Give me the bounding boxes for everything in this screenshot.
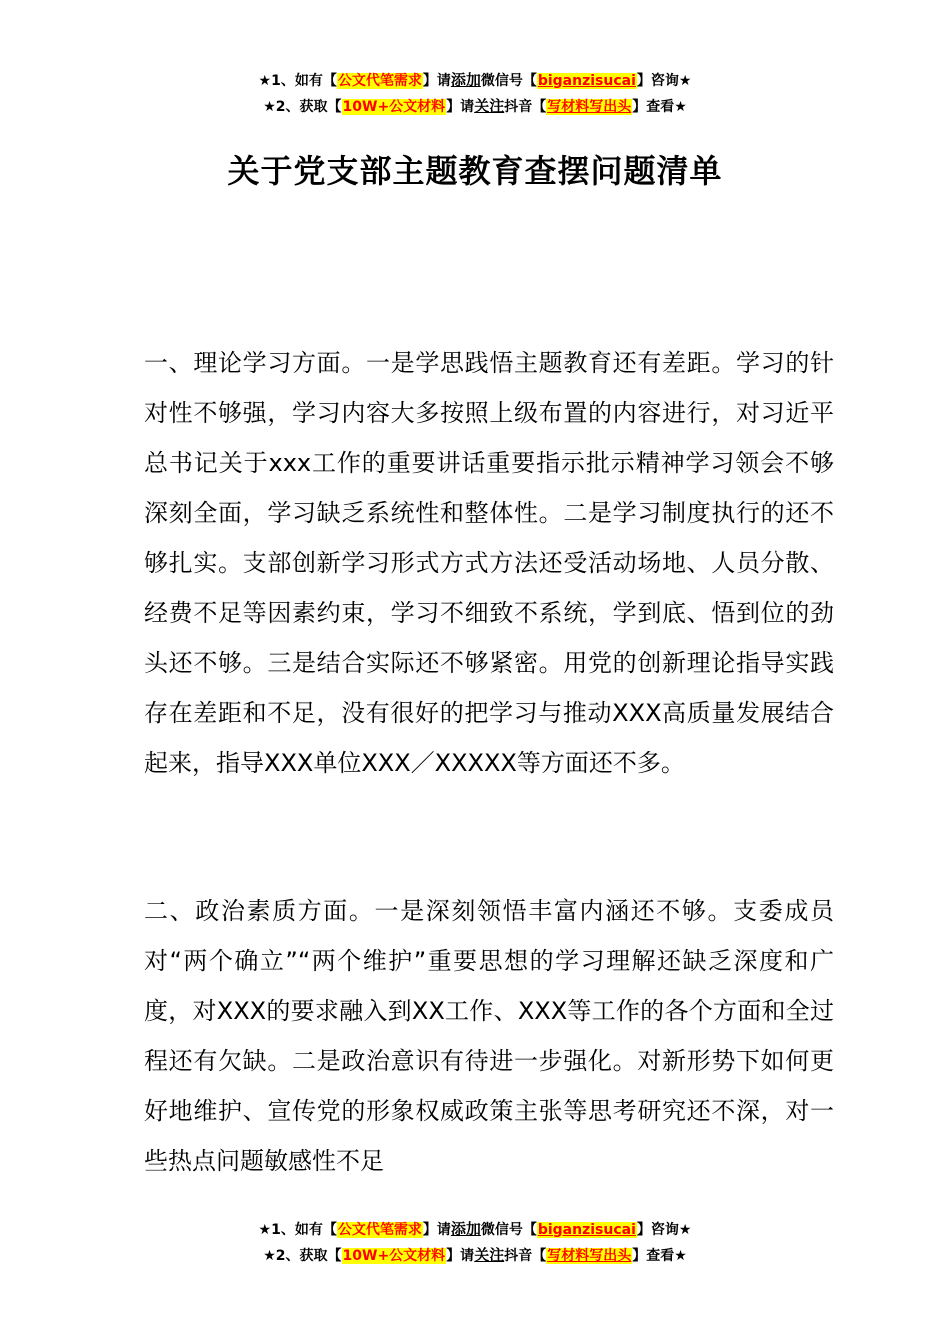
footer-banner-line-1 xyxy=(0,1217,950,1243)
header-banner-line-1 xyxy=(0,68,950,94)
banner-emphasis: 添加 xyxy=(450,71,481,89)
banner-text: 微信号【 xyxy=(480,73,537,89)
footer-banner xyxy=(0,1217,950,1269)
banner-text: 】咨询★ xyxy=(636,1222,692,1238)
douyin-account-link[interactable]: 写材料写出头 xyxy=(547,1248,632,1264)
banner-emphasis: 关注 xyxy=(474,1246,505,1264)
wechat-id-link[interactable]: biganzisucai xyxy=(537,1222,636,1238)
paragraph-theory-study: 一、理论学习方面。一是学思践悟主题教育还有差距。学习的针对性不够强，学习内容大多按照上级布置的内容进行，对习近平总书记关于xxx工作的重要讲话重要指示批示精神学习领会不够深刻全面，学习缺乏系统性和整体性。二是学习制度执行的还不够扎实。支部创新学习形式方式方法还受活动场地、人员分散、经费不足等因素约束，学习不细致不系统，学到底、悟到位的劲头还不够。三是结合实际还不够紧密。用党的创新理论指导实践存在差距和不足，没有很好的把学习与推动XXX高质量发展结合起来，指导XXX单位XXX／XXXXX等方面还不多。 xyxy=(144,349,834,777)
header-banner xyxy=(0,68,950,120)
footer-banner-line-2 xyxy=(0,1243,950,1269)
banner-text: 】查看★ xyxy=(632,99,687,115)
materials-highlight: 10W+公文材料 xyxy=(342,1248,446,1264)
banner-text: 】请 xyxy=(422,1222,451,1238)
banner-text: 】请 xyxy=(446,1248,475,1264)
banner-text: 抖音【 xyxy=(504,1248,547,1264)
service-highlight: 公文代笔需求 xyxy=(337,1222,422,1238)
banner-text: 】请 xyxy=(446,99,475,115)
service-highlight: 公文代笔需求 xyxy=(337,73,422,89)
document-title: 关于党支部主题教育查摆问题清单 xyxy=(227,152,723,190)
materials-highlight: 10W+公文材料 xyxy=(342,99,446,115)
banner-text: 】咨询★ xyxy=(636,73,692,89)
banner-text: 】查看★ xyxy=(632,1248,687,1264)
banner-text: 微信号【 xyxy=(480,1222,537,1238)
banner-text: ★1、如有【 xyxy=(258,1222,337,1238)
banner-emphasis: 关注 xyxy=(474,97,505,115)
banner-text: ★2、获取【 xyxy=(263,1248,342,1264)
banner-text: ★1、如有【 xyxy=(258,73,337,89)
banner-emphasis: 添加 xyxy=(450,1220,481,1238)
paragraph-political-quality: 二、政治素质方面。一是深刻领悟丰富内涵还不够。支委成员对“两个确立”“两个维护”重要思想的学习理解还缺乏深度和广度，对XXX的要求融入到XX工作、XXX等工作的各个方面和全过程还有欠缺。二是政治意识有待进一步强化。对新形势下如何更好地维护、宣传党的形象权威政策主张等思考研究还不深，对一些热点问题敏感性不足 xyxy=(144,897,834,1175)
banner-text: 】请 xyxy=(422,73,451,89)
wechat-id-link[interactable]: biganzisucai xyxy=(537,73,636,89)
banner-text: ★2、获取【 xyxy=(263,99,342,115)
banner-text: 抖音【 xyxy=(504,99,547,115)
douyin-account-link[interactable]: 写材料写出头 xyxy=(547,99,632,115)
header-banner-line-2 xyxy=(0,94,950,120)
